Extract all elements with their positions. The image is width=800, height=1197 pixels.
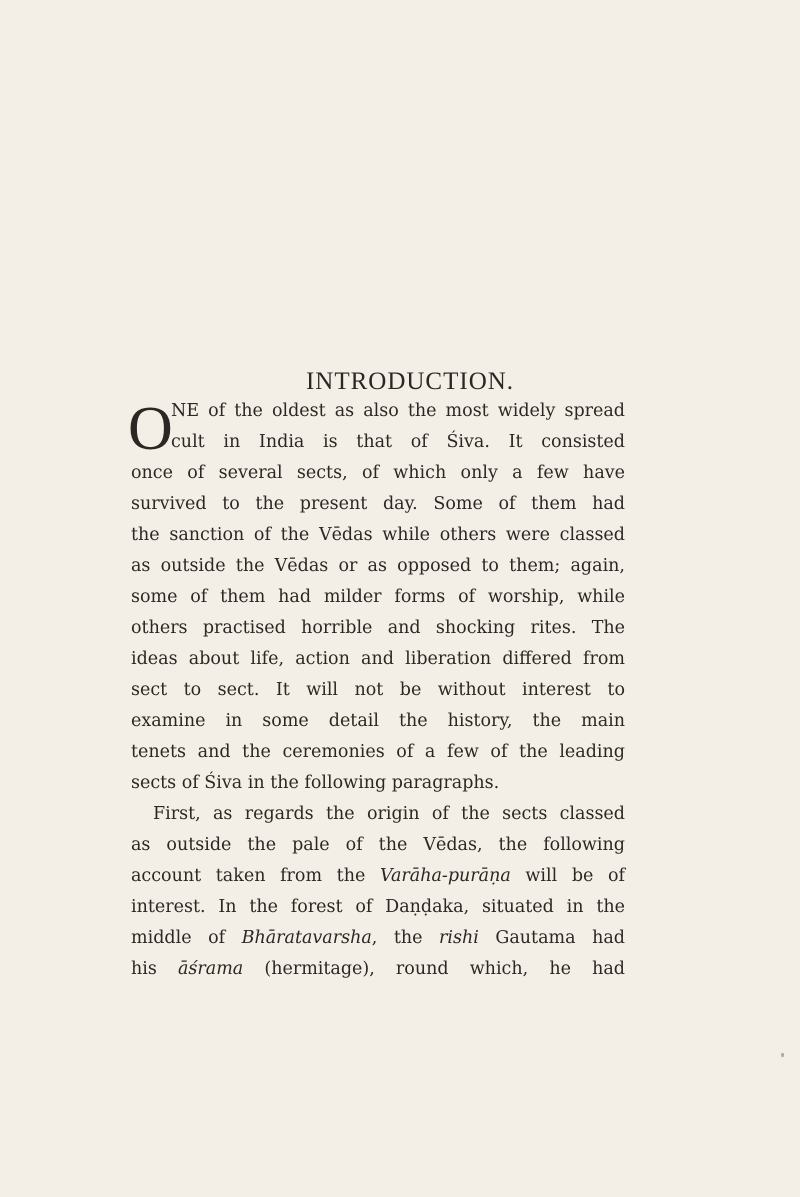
text-run: , the <box>371 928 440 948</box>
italic-term: āśrama <box>177 959 244 979</box>
text-line: as outside the pale of the Vēdas, the following <box>131 835 625 855</box>
text-line: some of them had milder forms of worship, while <box>131 587 625 607</box>
text-line: cult in India is that of Śiva. It consisted <box>171 432 625 452</box>
text-line <box>131 861 625 892</box>
text-line: First, as regards the origin of the sects classed <box>153 804 625 824</box>
text-run: Gautama had <box>478 928 625 948</box>
text-line: ideas about life, action and liberation differed from <box>131 649 625 669</box>
text-line: interest. In the forest of Daṇḍaka, situated in the <box>131 897 625 917</box>
chapter-heading: INTRODUCTION. <box>305 368 515 395</box>
italic-term: Bhāratavarsha <box>241 928 372 948</box>
text-line <box>131 954 625 985</box>
text-line: as outside the Vēdas or as opposed to them; again, <box>131 556 625 576</box>
text-line: the sanction of the Vēdas while others were classed <box>131 525 625 545</box>
text-line: once of several sects, of which only a few have <box>131 463 625 483</box>
text-line <box>131 923 625 954</box>
text-line: examine in some detail the history, the main <box>131 711 625 731</box>
text-run: his <box>131 959 178 979</box>
italic-term: rishi <box>439 928 479 948</box>
text-line: sects of Śiva in the following paragraphs. <box>131 773 500 793</box>
text-run: will be of <box>510 866 626 886</box>
text-run: account taken from the <box>131 866 380 886</box>
paper-speck <box>781 1053 784 1057</box>
text-run: middle of <box>131 928 242 948</box>
text-line: survived to the present day. Some of them had <box>131 494 625 514</box>
text-line: tenets and the ceremonies of a few of the leading <box>131 742 625 762</box>
drop-cap: O <box>128 395 173 463</box>
text-line: sect to sect. It will not be without interest to <box>131 680 625 700</box>
body-text <box>128 395 626 985</box>
text-run: (hermitage), round which, he had <box>243 959 625 979</box>
text-line: NE of the oldest as also the most widely spread <box>171 401 625 421</box>
text-line: others practised horrible and shocking rites. The <box>131 618 625 638</box>
italic-title: Varāha-purāṇa <box>379 866 511 886</box>
